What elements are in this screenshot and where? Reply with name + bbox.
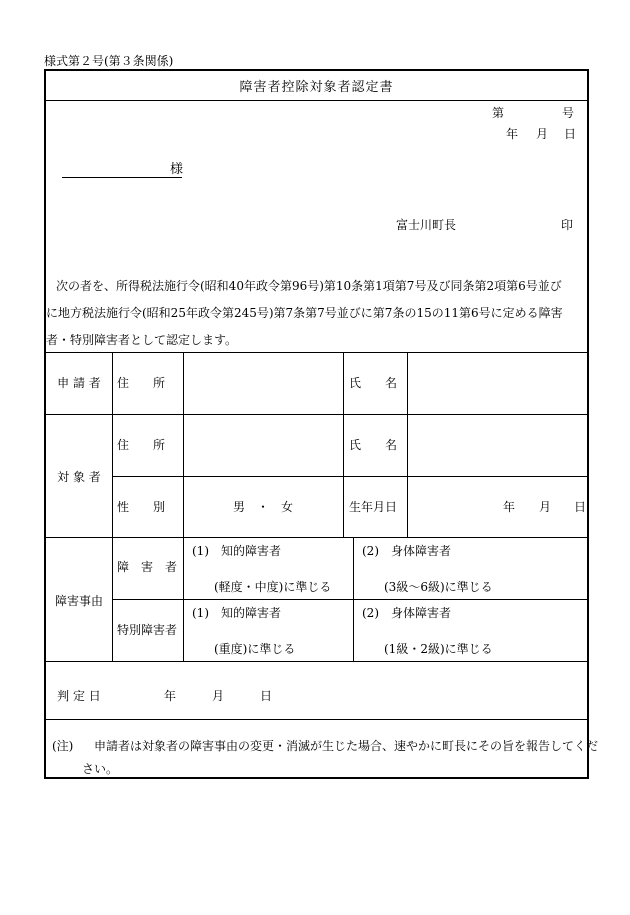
subject-gender-value: 男 ・ 女 — [232, 500, 293, 514]
judgment-year: 年 — [164, 689, 177, 703]
title-divider — [46, 100, 587, 101]
applicant-bottom-line — [46, 414, 587, 415]
subject-birthdate-label: 生年月日 — [349, 500, 398, 514]
general-item2-detail: (3級～6級)に準じる — [384, 580, 493, 594]
birth-year: 年 — [503, 500, 516, 514]
judgment-bottom-line — [46, 719, 587, 720]
col-line-4 — [407, 352, 408, 537]
body-line-3: 者・特別障害者として認定します。 — [46, 333, 238, 347]
note-line-2: さい。 — [82, 762, 119, 776]
issue-date-year: 年 — [506, 127, 519, 141]
general-disability-label: 障 害 者 — [117, 560, 178, 574]
form-title: 障害者控除対象者認定書 — [239, 80, 394, 95]
col-line-1 — [112, 352, 113, 661]
certificate-form — [44, 69, 599, 779]
judgment-month: 月 — [212, 689, 225, 703]
special-item2-detail: (1級・2級)に準じる — [384, 642, 493, 656]
subject-address-label: 住 所 — [117, 438, 166, 452]
issuer-name: 富士川町長 — [396, 218, 457, 232]
applicant-address-label: 住 所 — [117, 376, 166, 390]
special-disability-label: 特別障害者 — [117, 623, 178, 637]
disability-bottom-line — [46, 661, 587, 662]
subject-gender-label: 性 別 — [117, 500, 166, 514]
body-line-1: 次の者を、所得税法施行令(昭和40年政令第96号)第10条第1項第7号及び同条第2項第6号並び — [56, 279, 562, 293]
number-dai: 第 — [492, 106, 505, 120]
subject-bottom-line — [46, 537, 587, 538]
seal-mark: 印 — [561, 218, 574, 232]
applicant-section-label: 申 請 者 — [57, 376, 101, 390]
judgment-label: 判 定 日 — [57, 689, 101, 703]
col-line-3 — [343, 352, 344, 537]
body-line-2: に地方税法施行令(昭和25年政令第245号)第7条第7号並びに第7条の15の11第6号に定める障害 — [46, 306, 563, 320]
general-item1-detail: (軽度・中度)に準じる — [214, 580, 332, 594]
issue-date-month: 月 — [536, 127, 549, 141]
judgment-day: 日 — [260, 689, 273, 703]
disability-section-label: 障害事由 — [54, 594, 103, 608]
subject-section-label: 対 象 者 — [57, 470, 101, 484]
birth-day: 日 — [574, 500, 587, 514]
note-line-1: 申請者は対象者の障害事由の変更・消滅が生じた場合、速やかに町長にその旨を報告してくだ — [94, 739, 599, 753]
issue-date-day: 日 — [564, 127, 577, 141]
birth-month: 月 — [539, 500, 552, 514]
note-prefix: (注) — [52, 739, 74, 753]
recipient-name-underline — [62, 177, 182, 178]
special-item1-detail: (重度)に準じる — [214, 642, 296, 656]
applicant-name-label: 氏 名 — [349, 376, 398, 390]
special-item1-title: (1) 知的障害者 — [192, 606, 281, 620]
special-item2-title: (2) 身体障害者 — [362, 606, 451, 620]
general-item2-title: (2) 身体障害者 — [362, 544, 451, 558]
form-number-label: 様式第２号(第３条関係) — [44, 54, 174, 68]
general-item1-title: (1) 知的障害者 — [192, 544, 281, 558]
honorific-sama: 様 — [170, 162, 184, 177]
col-line-2b — [183, 537, 184, 661]
subject-name-label: 氏 名 — [349, 438, 398, 452]
number-go: 号 — [562, 106, 575, 120]
col-line-mid-disability — [353, 537, 354, 661]
table-top-line — [46, 352, 587, 353]
